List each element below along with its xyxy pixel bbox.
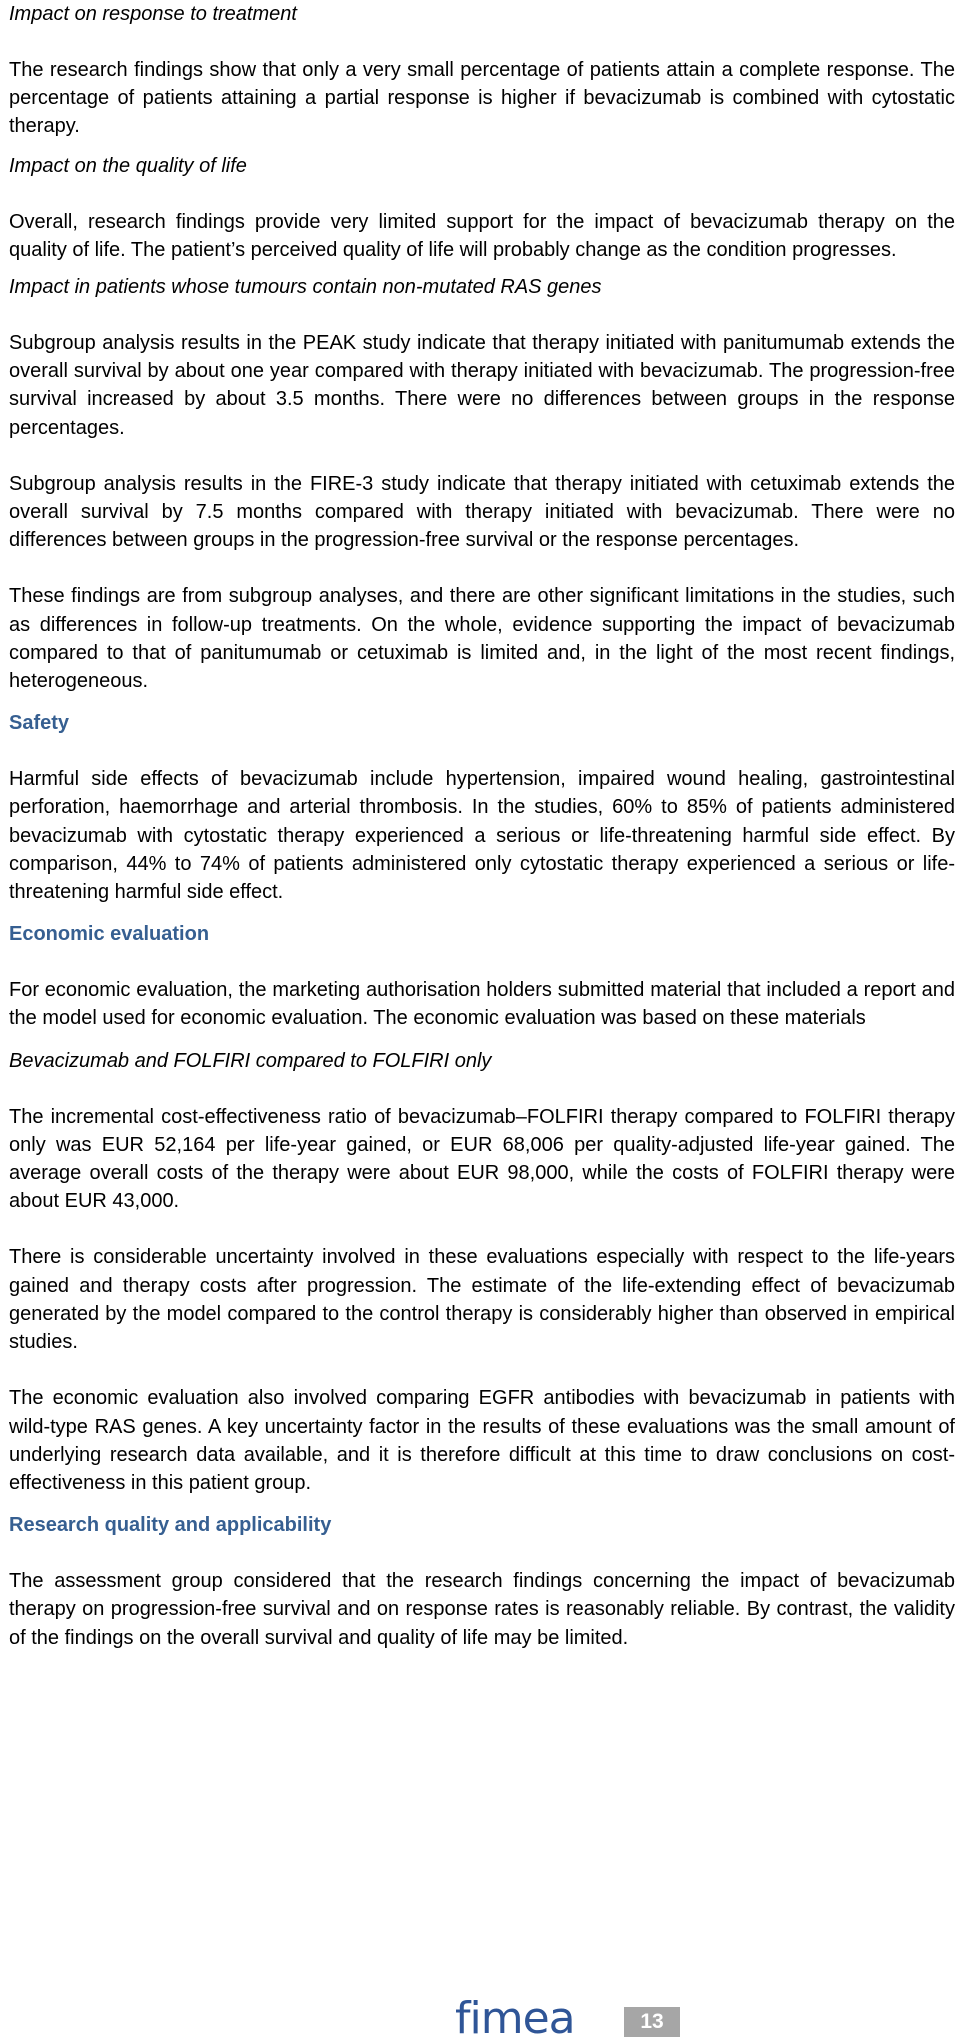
fimea-logo-text: fimea	[455, 1995, 575, 2040]
paragraph-economic-material: For economic evaluation, the marketing authorisation holders submitted material that included a report and the model used for economic evaluation. The economic evaluation was based on these materials	[9, 979, 955, 1030]
paragraph-egfr: The economic evaluation also involved comparing EGFR antibodies with bevacizumab in patients with wild-type RAS genes. A key uncertainty factor in the results of these evaluations was the small amount of underlying research data available, and it is therefore difficult at this time to draw conclusions on cost-effectiveness in this patient group.	[9, 1387, 955, 1494]
subhead-response: Impact on response to treatment	[9, 3, 297, 25]
paragraph-uncertainty: There is considerable uncertainty involved in these evaluations especially with respect to the life-years gained and therapy costs after progression. The estimate of the life-extending effect of bevacizumab generated by the model compared to the control therapy is considerably higher than observed in empirical studies.	[9, 1246, 955, 1354]
heading-research-quality: Research quality and applicability	[9, 1514, 332, 1537]
page-number-badge: 13	[624, 2007, 680, 2037]
paragraph-fire3-study: Subgroup analysis results in the FIRE-3 study indicate that therapy initiated with cetuximab extends the overall survival by 7.5 months compared with therapy initiated with bevacizumab. There were no differences between groups in the progression-free survival or the response percentages.	[9, 472, 955, 552]
page-footer	[0, 1995, 960, 2042]
paragraph-safety: Harmful side effects of bevacizumab include hypertension, impaired wound healing, gastrointestinal perforation, haemorrhage and arterial thrombosis. In the studies, 60% to 85% of patients administered bevacizumab with cytostatic therapy experienced a serious or life-threatening harmful side effect. By comparison, 44% to 74% of patients administered only cytostatic therapy experienced a serious or life-threatening harmful side effect.	[9, 768, 955, 904]
paragraph-response: The research findings show that only a very small percentage of patients attain a complete response. The percentage of patients attaining a partial response is higher if bevacizumab is combined with cytostatic therapy.	[9, 59, 955, 138]
heading-safety: Safety	[9, 712, 70, 735]
paragraph-icer: The incremental cost-effectiveness ratio of bevacizumab–FOLFIRI therapy compared to FOLFIRI therapy only was EUR 52,164 per life-year gained, or EUR 68,006 per quality-adjusted life-year gained. The average overall costs of the therapy were about EUR 98,000, while the costs of FOLFIRI therapy were about EUR 43,000.	[9, 1105, 955, 1213]
heading-economic-evaluation: Economic evaluation	[9, 923, 210, 946]
document-body	[9, 0, 955, 1652]
paragraph-quality-of-life: Overall, research findings provide very limited support for the impact of bevacizumab therapy on the quality of life. The patient’s perceived quality of life will probably change as the condition progresses.	[9, 210, 955, 261]
paragraph-peak-study: Subgroup analysis results in the PEAK study indicate that therapy initiated with panitumumab extends the overall survival by about one year compared with therapy initiated with bevacizumab. The progression-free survival increased by about 3.5 months. There were no differences between groups in the response percentages.	[9, 332, 955, 439]
subhead-folfiri: Bevacizumab and FOLFIRI compared to FOLFIRI only	[9, 1049, 492, 1072]
subhead-quality-of-life: Impact on the quality of life	[9, 154, 247, 177]
subhead-ras-genes: Impact in patients whose tumours contain non-mutated RAS genes	[9, 276, 602, 299]
paragraph-subgroup-limitations: These findings are from subgroup analyses, and there are other significant limitations in the studies, such as differences in follow-up treatments. On the whole, evidence supporting the impact of bevacizumab compared to that of panitumumab or cetuximab is limited and, in the light of the most recent findings, heterogeneous.	[9, 585, 955, 693]
fimea-logo	[455, 1995, 590, 2040]
paragraph-research-quality: The assessment group considered that the research findings concerning the impact of bevacizumab therapy on progression-free survival and on response rates is reasonably reliable. By contrast, the validity of the findings on the overall survival and quality of life may be limited.	[9, 1570, 955, 1649]
